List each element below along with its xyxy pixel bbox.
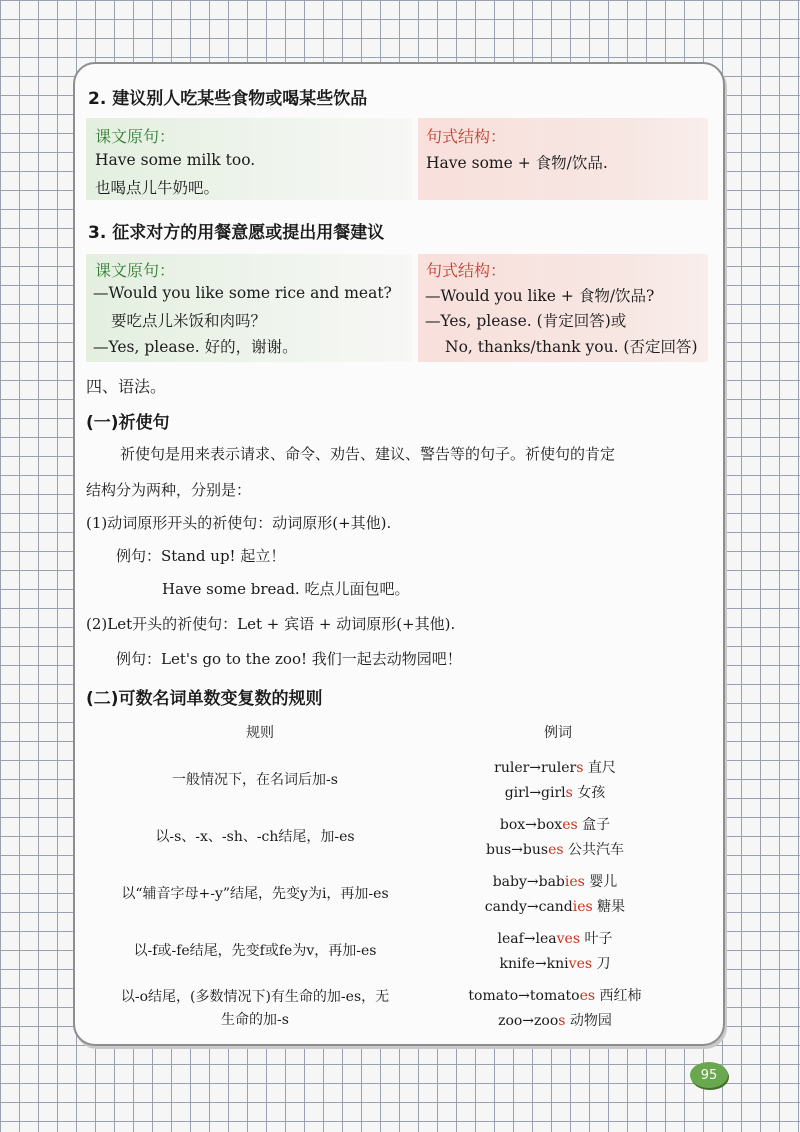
page-number: 95	[690, 1062, 728, 1088]
grammar-title: 四、语法。	[86, 377, 167, 396]
table-rule-cell	[85, 809, 425, 866]
table-example-word: leaf→leaves 叶子	[497, 930, 613, 947]
plural-suffix: ies	[564, 873, 585, 890]
table-rule-text: 以-f或-fe结尾，先变f或fe为v，再加-es	[133, 943, 377, 959]
table-rule-text: 以-o结尾，(多数情况下)有生命的加-es，无	[120, 988, 390, 1005]
plural-suffix: ves	[568, 955, 593, 972]
table-example-word: zoo→zoos 动物园	[498, 1012, 612, 1029]
table-row	[85, 980, 705, 1037]
table-rule-text: 一般情况下，在名词后加-s	[172, 772, 338, 788]
table-rule-text: 以-s、-x、-sh、-ch结尾，加-es	[155, 829, 355, 845]
table-row	[85, 923, 705, 980]
table-example-cell	[445, 866, 665, 923]
table-example-word: knife→knives 刀	[499, 955, 611, 972]
section3-structure-line: —Would you like + 食物/饮品?	[425, 287, 655, 305]
table-example-word: box→boxes 盒子	[499, 816, 611, 833]
table-example-cell	[445, 809, 665, 866]
section2-structure-line: Have some + 食物/饮品.	[426, 154, 608, 172]
rule-2-example: 例句：Let's go to the zoo! 我们一起去动物园吧！	[116, 650, 462, 668]
plural-suffix: ies	[572, 898, 593, 915]
table-example-cell	[445, 752, 665, 809]
table-rule-cell	[85, 866, 425, 923]
section3-structure-line: No, thanks/thank you. (否定回答)	[445, 338, 698, 356]
section3-source-line: —Would you like some rice and meat?	[93, 284, 392, 302]
rule-1-example: 例句：Stand up! 起立！	[116, 547, 286, 565]
plural-suffix: es	[548, 841, 564, 858]
table-example-cell	[445, 923, 665, 980]
section2-source-line: 也喝点儿牛奶吧。	[95, 179, 220, 197]
table-example-word: tomato→tomatoes 西红柿	[468, 987, 642, 1004]
section3-heading: 3. 征求对方的用餐意愿或提出用餐建议	[88, 223, 385, 243]
section2-heading: 2. 建议别人吃某些食物或喝某些饮品	[88, 89, 368, 109]
table-rule-cell	[85, 752, 425, 809]
table-rule-text: 生命的加-s	[221, 1011, 289, 1028]
table-header-example: 例词	[544, 725, 572, 741]
table-example-cell	[445, 980, 665, 1037]
section2-structure-label: 句式结构：	[426, 127, 507, 146]
section3-source-line: 要吃点儿米饭和肉吗？	[111, 312, 267, 330]
table-row	[85, 866, 705, 923]
plural-table	[85, 752, 705, 1037]
section2-source-line: Have some milk too.	[95, 151, 256, 169]
imperative-paragraph-line: 祈使句是用来表示请求、命令、劝告、建议、警告等的句子。祈使句的肯定	[120, 445, 616, 463]
table-example-word: bus→buses 公共汽车	[486, 841, 624, 858]
imperative-heading: (一)祈使句	[86, 413, 170, 433]
table-rule-cell	[85, 980, 425, 1037]
table-rule-cell	[85, 923, 425, 980]
rule-1-example: Have some bread. 吃点儿面包吧。	[162, 580, 410, 598]
plural-suffix: s	[565, 784, 573, 801]
rule-1: (1)动词原形开头的祈使句：动词原形(+其他).	[86, 514, 392, 532]
plural-suffix: ves	[556, 930, 581, 947]
table-example-word: girl→girls 女孩	[504, 784, 606, 801]
plural-suffix: s	[558, 1012, 566, 1029]
table-row	[85, 809, 705, 866]
plural-rules-heading: (二)可数名词单数变复数的规则	[86, 689, 323, 709]
section3-source-line: —Yes, please. 好的，谢谢。	[93, 338, 298, 356]
plural-suffix: s	[576, 759, 584, 776]
plural-suffix: es	[562, 816, 578, 833]
table-example-word: ruler→rulers 直尺	[494, 759, 616, 776]
rule-2: (2)Let开头的祈使句：Let + 宾语 + 动词原形(+其他).	[86, 615, 456, 633]
table-example-word: candy→candies 糖果	[484, 898, 626, 915]
plural-suffix: es	[579, 987, 596, 1004]
table-row	[85, 752, 705, 809]
imperative-paragraph-line: 结构分为两种，分别是：	[86, 481, 252, 499]
table-example-word: baby→babies 婴儿	[492, 873, 618, 890]
section2-source-label: 课文原句：	[95, 127, 176, 146]
table-header-rule: 规则	[246, 725, 274, 741]
section3-structure-label: 句式结构：	[426, 261, 507, 280]
section3-structure-line: —Yes, please. (肯定回答)或	[425, 312, 627, 330]
section3-source-label: 课文原句：	[95, 261, 176, 280]
table-rule-text: 以“辅音字母+-y”结尾，先变y为i，再加-es	[121, 886, 389, 902]
